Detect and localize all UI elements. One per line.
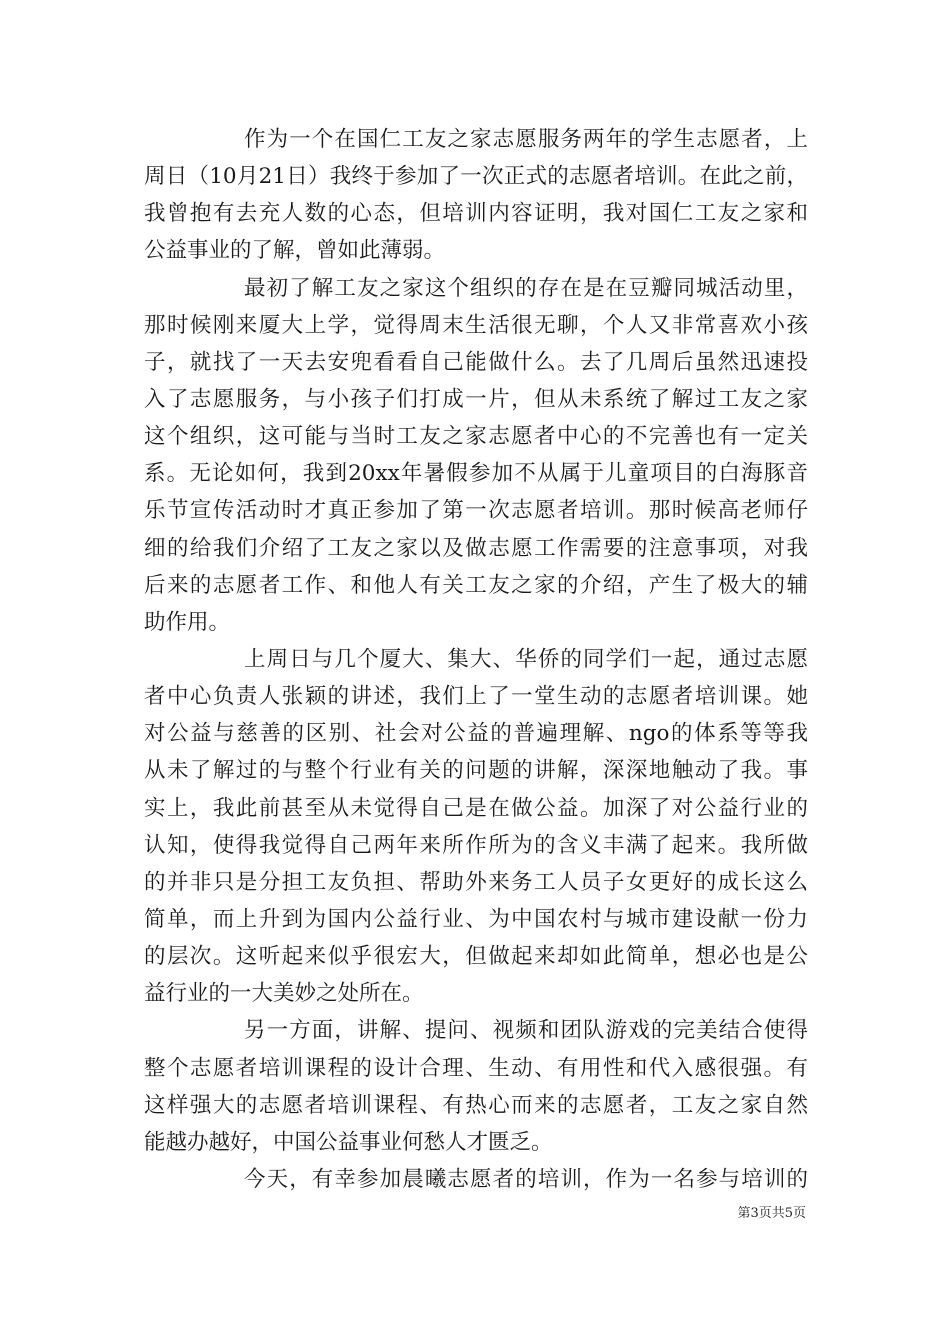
text-line: 细的给我们介绍了工友之家以及做志愿工作需要的注意事项，对我: [144, 535, 808, 561]
text-line: 的并非只是分担工友负担、帮助外来务工人员子女更好的成长这么: [144, 869, 808, 895]
paragraph: [144, 270, 808, 641]
text-line: 上周日与几个厦大、集大、华侨的同学们一起，通过志愿: [244, 646, 808, 672]
text-line: 入了志愿服务，与小孩子们打成一片，但从未系统了解过工友之家: [144, 386, 808, 412]
text-line: 助作用。: [144, 609, 231, 635]
text-line: 作为一个在国仁工友之家志愿服务两年的学生志愿者，上: [244, 127, 808, 152]
text-line: 最初了解工友之家这个组织的存在是在豆瓣同城活动里，: [244, 275, 808, 301]
text-line: 的层次。这听起来似乎很宏大，但做起来却如此简单，想必也是公: [144, 944, 808, 970]
text-line: 公益事业的了解，曾如此薄弱。: [144, 238, 446, 264]
paragraph: [144, 1161, 808, 1198]
text-line: 系。无论如何，我到20xx年暑假参加不从属于儿童项目的白海豚音: [144, 461, 808, 487]
text-line: 乐节宣传活动时才真正参加了第一次志愿者培训。那时候高老师仔: [144, 498, 808, 524]
text-line: 子，就找了一天去安兜看看自己能做什么。去了几周后虽然迅速投: [144, 349, 808, 375]
document-body: [144, 121, 808, 1198]
paragraph: [144, 1012, 808, 1161]
text-line: 今天，有幸参加晨曦志愿者的培训，作为一名参与培训的: [244, 1166, 808, 1192]
text-line: 实上，我此前甚至从未觉得自己是在做公益。加深了对公益行业的: [144, 795, 808, 821]
text-line: 周日（10月21日）我终于参加了一次正式的志愿者培训。在此之前，: [144, 164, 808, 190]
page-number: 第3页共5页: [737, 1206, 806, 1221]
text-line: 后来的志愿者工作、和他人有关工友之家的介绍，产生了极大的辅: [144, 572, 808, 598]
paragraph: [144, 121, 808, 270]
text-line: 那时候刚来厦大上学，觉得周末生活很无聊，个人又非常喜欢小孩: [144, 312, 808, 338]
text-line: 者中心负责人张颖的讲述，我们上了一堂生动的志愿者培训课。她: [144, 684, 808, 710]
text-line: 这样强大的志愿者培训课程、有热心而来的志愿者，工友之家自然: [144, 1092, 808, 1118]
text-line: 对公益与慈善的区别、社会对公益的普遍理解、ngo的体系等等我: [144, 721, 808, 747]
text-line: 益行业的一大美妙之处所在。: [144, 981, 424, 1007]
text-line: 认知，使得我觉得自己两年来所作所为的含义丰满了起来。我所做: [144, 832, 808, 858]
text-line: 这个组织，这可能与当时工友之家志愿者中心的不完善也有一定关: [144, 424, 808, 450]
text-line: 简单，而上升到为国内公益行业、为中国农村与城市建设献一份力: [144, 906, 808, 932]
text-line: 我曾抱有去充人数的心态，但培训内容证明，我对国仁工友之家和: [144, 201, 808, 227]
text-line: 能越办越好，中国公益事业何愁人才匮乏。: [144, 1129, 553, 1155]
paragraph: [144, 641, 808, 1012]
text-line: 另一方面，讲解、提问、视频和团队游戏的完美结合使得: [244, 1018, 808, 1044]
text-line: 从未了解过的与整个行业有关的问题的讲解，深深地触动了我。事: [144, 758, 808, 784]
text-line: 整个志愿者培训课程的设计合理、生动、有用性和代入感很强。有: [144, 1055, 808, 1081]
